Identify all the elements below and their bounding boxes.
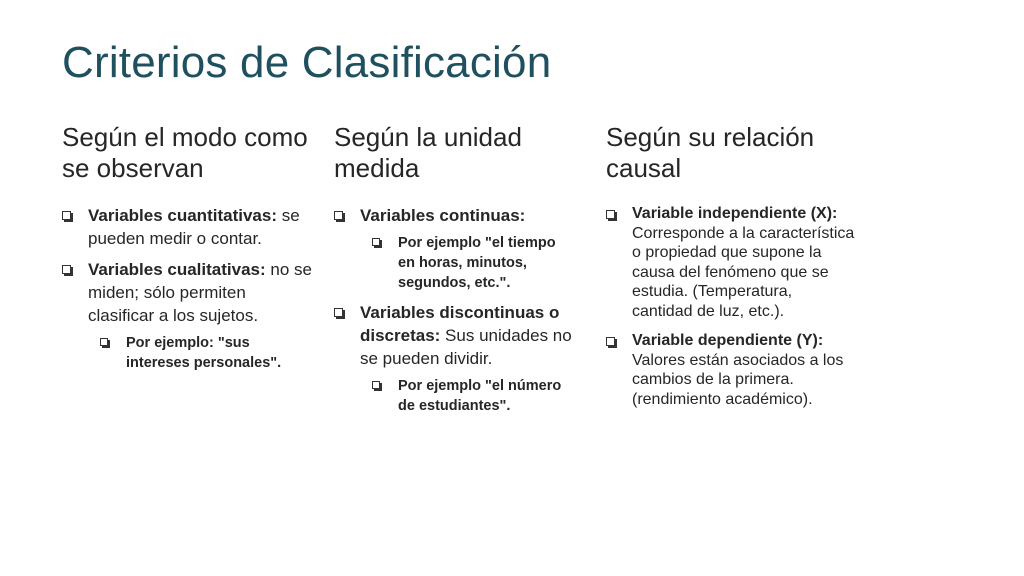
- description: Sus unidades no se pueden dividir.: [360, 326, 572, 368]
- square-bullet-icon: [606, 210, 615, 219]
- term: Variables cualitativas:: [88, 260, 266, 279]
- sub-bullet-list: [88, 333, 312, 373]
- example-item: [372, 233, 574, 293]
- column-heading: Según su relación causal: [606, 122, 815, 183]
- term: Variables discontinuas o discretas:: [360, 303, 560, 345]
- description: se pueden medir o contar.: [88, 206, 300, 248]
- square-bullet-icon: [606, 337, 615, 346]
- list-item: [606, 331, 856, 409]
- square-bullet-icon: [100, 338, 108, 346]
- sub-bullet-list: [360, 376, 574, 416]
- bullet-list: [606, 204, 856, 409]
- term: Variables continuas:: [360, 206, 526, 225]
- term: Variables cuantitativas:: [88, 206, 277, 225]
- bullet-list: [334, 204, 574, 416]
- list-item: [334, 301, 574, 416]
- column-measurement-unit: [334, 122, 574, 424]
- term: Variable dependiente (Y):: [632, 332, 824, 349]
- square-bullet-icon: [372, 238, 380, 246]
- column-heading: Según la unidad medida: [334, 122, 522, 183]
- square-bullet-icon: [334, 211, 343, 220]
- description: no se miden; sólo permiten clasificar a los sujetos.: [88, 260, 312, 325]
- square-bullet-icon: [334, 308, 343, 317]
- term: Variable independiente (X):: [632, 205, 838, 222]
- square-bullet-icon: [62, 265, 71, 274]
- example-text: Por ejemplo "el tiempo en horas, minutos, segundos, etc.".: [398, 235, 556, 291]
- column-observation-mode: [62, 122, 312, 381]
- list-item: [334, 204, 574, 293]
- list-item: [606, 204, 856, 321]
- example-text: Por ejemplo "el número de estudiantes".: [398, 378, 562, 414]
- list-item: [62, 204, 312, 250]
- description: Valores están asociados a los cambios de la primera. (rendimiento académico).: [632, 351, 844, 408]
- example-text: Por ejemplo: "sus intereses personales".: [126, 335, 282, 371]
- list-item: [62, 258, 312, 373]
- slide-title: Criterios de Clasificación: [62, 38, 552, 87]
- square-bullet-icon: [372, 381, 380, 389]
- bullet-list: [62, 204, 312, 373]
- column-heading: Según el modo como se observan: [62, 122, 308, 183]
- description: Corresponde a la característica o propiedad que supone la causa del fenómeno que se estudia. (Temperatura, cantidad de luz, etc.).: [632, 224, 855, 320]
- sub-bullet-list: [360, 233, 574, 293]
- example-item: [100, 333, 312, 373]
- square-bullet-icon: [62, 211, 71, 220]
- column-causal-relation: [606, 122, 856, 419]
- example-item: [372, 376, 574, 416]
